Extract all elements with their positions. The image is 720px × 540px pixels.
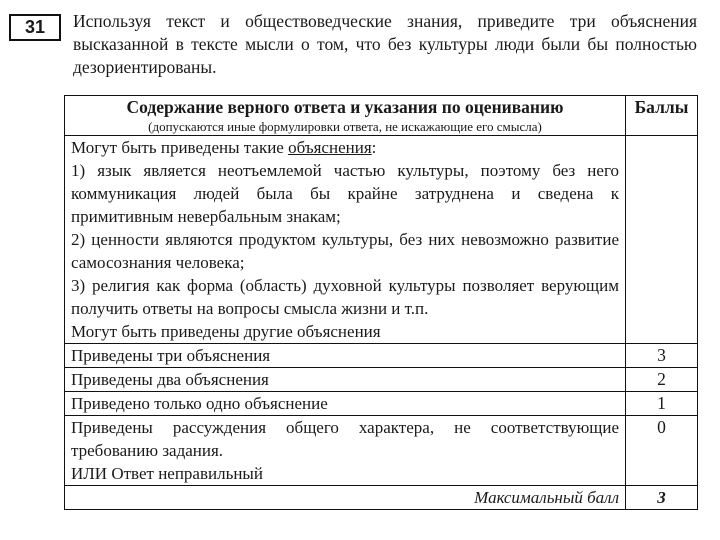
zero-criterion-cell xyxy=(65,416,626,486)
answer-intro-prefix: Могут быть приведены такие xyxy=(71,138,289,157)
answer-intro-suffix: : xyxy=(371,138,377,157)
answer-item-1: 1) язык является неотъемлемой частью культуры, поэтому без него коммуникация людей была бы крайне затруднена и сведена к примитивным невербальным знакам; xyxy=(71,161,619,226)
points-cell: 1 xyxy=(626,392,698,416)
header-subtitle: (допускаются иные формулировки ответа, не искажающие его смысла) xyxy=(148,119,542,134)
max-score-label: Максимальный балл xyxy=(65,486,626,510)
answer-cell xyxy=(65,136,626,344)
task-number: 31 xyxy=(9,14,61,41)
table-row xyxy=(65,392,698,416)
max-score-value: 3 xyxy=(626,486,698,510)
zero-criterion-line1: Приведены рассуждения общего характера, не соответствующие требованию задания. xyxy=(71,418,619,460)
points-cell: 2 xyxy=(626,368,698,392)
zero-row xyxy=(65,416,698,486)
zero-criterion-line2: ИЛИ Ответ неправильный xyxy=(71,464,263,483)
answer-closing: Могут быть приведены другие объяснения xyxy=(71,322,381,341)
table-header-row xyxy=(65,96,698,136)
table-row xyxy=(65,344,698,368)
grading-table xyxy=(64,95,698,510)
answer-item-2: 2) ценности являются продуктом культуры, без них невозможно развитие самосознания человека; xyxy=(71,230,619,272)
header-points: Баллы xyxy=(626,96,698,136)
task-text: Используя текст и обществоведческие знания, приведите три объяснения высказанной в тексте мысли о том, что без культуры люди были бы полностью дезориентированы. xyxy=(73,11,697,77)
criterion-cell: Приведены два объяснения xyxy=(65,368,626,392)
zero-points-cell: 0 xyxy=(626,416,698,486)
answer-row xyxy=(65,136,698,344)
table-row xyxy=(65,368,698,392)
answer-points-cell xyxy=(626,136,698,344)
points-cell: 3 xyxy=(626,344,698,368)
answer-item-3: 3) религия как форма (область) духовной культуры позволяет верующим получить ответы на вопросы смысла жизни и т.п. xyxy=(71,276,619,318)
criterion-cell: Приведены три объяснения xyxy=(65,344,626,368)
answer-intro xyxy=(71,136,619,159)
max-score-row xyxy=(65,486,698,510)
answer-intro-underlined: объяснения xyxy=(288,138,372,157)
header-title: Содержание верного ответа и указания по оцениванию xyxy=(126,97,564,117)
header-content-cell xyxy=(65,96,626,136)
criterion-cell: Приведено только одно объяснение xyxy=(65,392,626,416)
